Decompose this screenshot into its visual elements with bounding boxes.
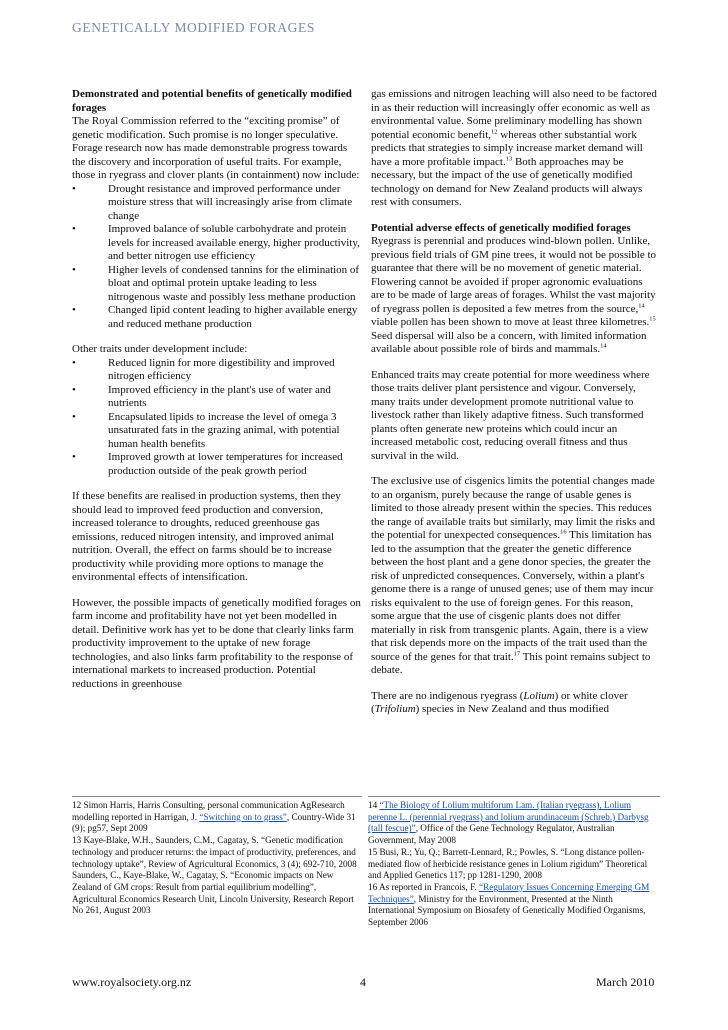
impacts-paragraph: However, the possible impacts of genetically modified forages on farm income and profitability have not yet been modelled in detail. Definitive work has yet to be done that clearly links farm productivity improvement to the uptake of new forage technologies, and also links farm profitability to the response of international markets to increased production. Potential reductions in greenhouse [72,596,361,690]
footnotes-right [368,800,660,929]
footnote-divider-right [368,796,660,797]
bullet-icon: • [72,304,76,316]
greenhouse-paragraph: gas emissions and nitrogen leaching will also need to be factored in as their reduction will increasingly offer economic as well as environmental value. Some preliminary modelling has shown potential economic benefit,$^{12}$ whereas other substantial work predicts that strategies to simply increase market demand will have a more profitable impact.$^{13}$ Both approaches may be necessary, but the impact of the use of genetically modified technology on demand for New Zealand products will always rest with consumers. [371,88,657,208]
footer-website: www.royalsociety.org.nz [72,975,192,989]
list-item: • Improved growth at lower temperatures for increased production outside of the peak growth period [72,451,343,477]
bullet-icon: • [72,410,76,423]
bullet-icon: • [72,263,76,276]
list-item: • Changed lipid content leading to higher available energy and reduced methane production [72,304,358,330]
section-heading-benefits: Demonstrated and potential benefits of genetically modified forages [72,88,352,114]
other-traits-intro: Other traits under development include: [72,343,248,355]
footnote-link[interactable]: “Switching on to grass” [199,811,287,822]
benefits-bullet-list [72,183,362,332]
footnote-divider-left [72,796,362,797]
footnote-link[interactable]: “Regulatory Issues Concerning Emerging GM Techniques” [368,881,650,904]
footnote-12: 12 Simon Harris, Harris Consulting, personal communication AgResearch modelling reported in Harrigan, J. “Switching on to grass”, Country-Wide 31 (9); pg57, Sept 2009 [72,800,356,834]
section-heading-adverse: Potential adverse effects of genetically modified forages [371,221,631,234]
footnote-13: 13 Kaye-Blake, W.H., Saunders, C.M., Cagatay, S. “Genetic modification technology and producer returns: the impact of productivity, preferences, and technology uptake”, Review of Agricultural Economics, 3 (4); 692-710, 2008 [72,835,357,869]
footnote-15: 15 Busi, R.; Yu, Q.; Barrett-Lennard, R.; Powles, S. “Long distance pollen-mediated flow of herbicide resistance genes in Lolium rigidum” Theoretical and Applied Genetics 117; pp 1281-1290, 2008 [368,846,648,881]
weediness-paragraph: Enhanced traits may create potential for more weediness where those traits deliver plant persistence and vigour. Conversely, many traits under development promote nutritional value to livestock rather than likely adaptive fitness. Such transformed plants often generate new proteins which could incur an increased metabolic cost, reducing overall fitness and thus survival in the wild. [371,368,650,462]
bullet-icon: • [72,182,76,195]
footnote-16: 16 As reported in Francois, F. “Regulatory Issues Concerning Emerging GM Techniques”, Ministry for the Environment, Presented at the Ninth International Symposium on Biosafety of Genetically Modified Organisms, September 2006 [368,881,650,928]
list-item: • Improved balance of soluble carbohydrate and protein levels for increased available energy, higher productivity, and better nitrogen use efficiency [72,223,360,262]
footnote-ref: 12 [491,127,498,135]
benefits-realised-paragraph: If these benefits are realised in production systems, then they should lead to improved feed production and conversion, increased tolerance to droughts, reduced greenhouse gas emissions, reduced nitrogen intensity, and improved animal nutrition. Overall, the effect on farms should be to increase productivity while providing more options to manage the environmental effects of intensification. [72,490,341,583]
footnote-link[interactable]: “The Biology of Lolium multiforum Lam. (Italian ryegrass), Lolium perenne L. (perennial ryegrass) and lolium arundinaceum (Schreb.) Darbysg (tall fescue)” [368,800,649,834]
bullet-icon: • [72,451,76,463]
footnote-ref: 13 [505,154,513,162]
right-column [371,88,658,729]
list-item: • Higher levels of condensed tannins for the elimination of bloat and optimal protein uptake leading to less nitrogenous waste and possibly less methane production [72,263,360,303]
bullet-icon: • [72,356,76,369]
footnote-ref: 16 [560,528,567,536]
list-item: • Encapsulated lipids to increase the level of omega 3 unsaturated fats in the grazing animal, with potential human health benefits [72,410,340,450]
footnote-14: 14 “The Biology of Lolium multiforum Lam. (Italian ryegrass), Lolium perenne L. (perennial ryegrass) and lolium arundinaceum (Schreb.) Darbysg (tall fescue)”, Office of the Gene Technology Regulator, Australian Government, May 2008 [368,800,649,846]
other-traits-bullet-list [72,357,362,479]
footnote-ref: 17 [513,649,521,657]
footnote-13b: Saunders, C., Kaye-Blake, W., Cagatay, S. “Economic impacts on New Zealand of GM crops: Result from partial equilibrium modelling”, Agricultural Economics Research Unit, Lincoln University, Research Report No 261, August 2003 [72,870,354,916]
running-header: GENETICALLY MODIFIED FORAGES [72,20,315,35]
cisgenics-paragraph: The exclusive use of cisgenics limits the potential changes made to an organism, purely because the range of usable genes is limited to those already present within the species. This reduces the range of available traits but similarly, may limit the risks and the potential for unexpected consequences.$^{16}$ This limitation has led to the assumption that the greater the genetic difference between the host plant and a gene donor species, the greater the risk of unpredicted consequences. Conversely, within a plant's genome there is a range of unused genes; use of them may incur risks equivalent to the use of foreign genes. For this reason, some argue that the use of cisgenic plants does not differ materially in risk from transgenic plants. Again, there is a view that risk depends more on the impacts of the trait used than the source of the genes for that trait.$^{17}$ This point remains subject to debate. [371,475,655,676]
indigenous-paragraph: There are no indigenous ryegrass (Lolium) or white clover (Trifolium) species in New Zealand and thus modified [371,689,628,715]
footnote-ref: 15 [649,315,656,323]
pollen-paragraph: Ryegrass is perennial and produces wind-blown pollen. Unlike, previous field trials of GM pine trees, it would not be possible to guarantee that there will be no movement of genetic material. Flowering cannot be avoided if proper agronomic evaluations are to be made of large areas of forages. Whilst the vast majority of ryegrass pollen is deposited a few metres from the source,$^{14}$ viable pollen has been shown to move at least three kilometres.$^{15}$ Seed dispersal will also be a concern, with limited information available about possible role of birds and mammals.$^{14}$ [371,235,657,355]
footnote-ref: 14 [638,301,645,309]
footnote-ref: 14 [600,342,607,350]
intro-paragraph: The Royal Commission referred to the “exciting promise” of genetic modification. Such promise is no longer speculative. Forage research now has made demonstrable progress towards the discovery and incorporation of useful traits. For example, those in ryegrass and clover plants (in containment) now include: [72,115,360,181]
footer-date: March 2010 [596,975,655,989]
bullet-icon: • [72,223,76,235]
list-item: • Drought resistance and improved performance under moisture stress that will increasingly arise from climate change [72,182,353,222]
footnotes-left [72,800,362,917]
list-item: • Reduced lignin for more digestibility and improved nitrogen efficiency [72,356,335,382]
list-item: • Improved efficiency in the plant's use of water and nutrients [72,383,331,409]
footer-page-number: 4 [360,975,366,989]
bullet-icon: • [72,383,76,396]
left-column [72,88,362,703]
